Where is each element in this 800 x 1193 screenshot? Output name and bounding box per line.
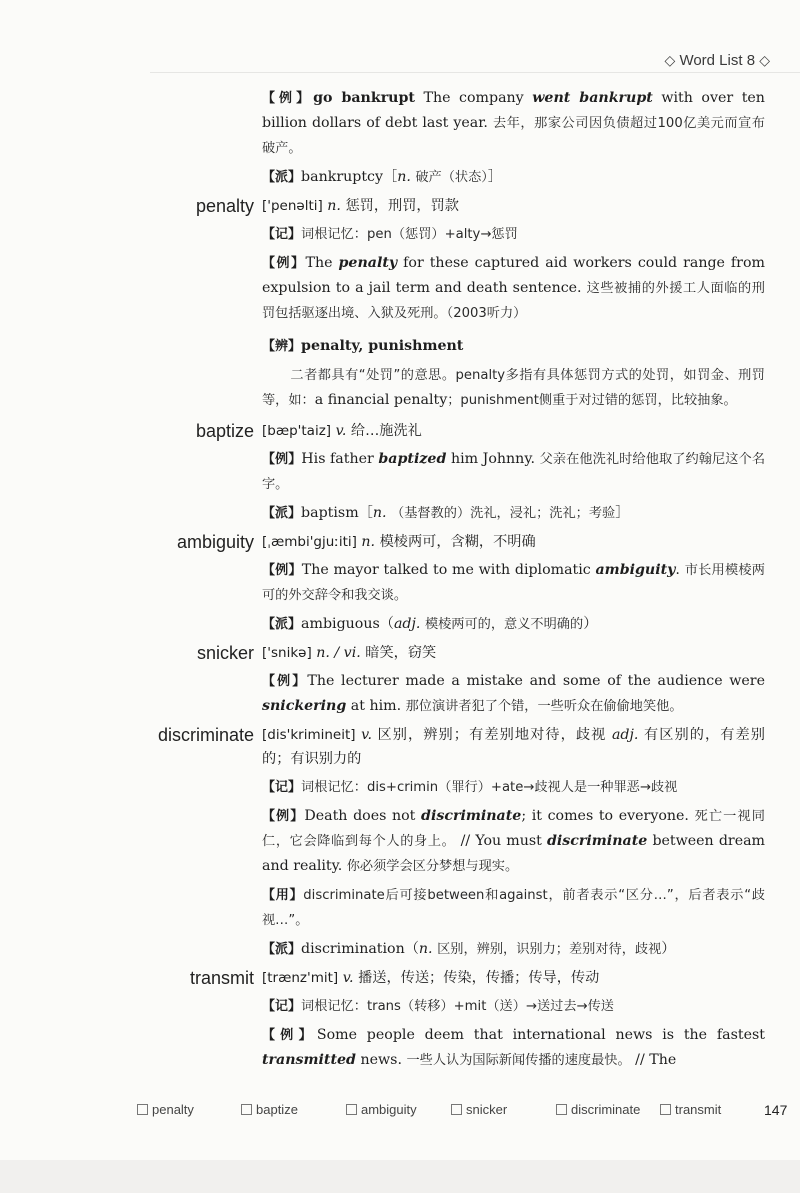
footer-checklist-item[interactable]: ambiguity: [346, 1102, 417, 1117]
derivative-line: 【派】baptism［n. （基督教的）洗礼，浸礼；洗礼；考验］: [262, 505, 630, 521]
page-footer: [0, 1102, 800, 1126]
example-line: 【例】His father baptized him Johnny. 父亲在他洗礼时给他取了约翰尼这个名字。: [262, 451, 766, 492]
definition-line: [ˌæmbi'gjuːiti] n. 模棱两可，含糊，不明确: [262, 534, 536, 550]
diamond-icon: ◇: [664, 52, 676, 68]
footer-checklist-item[interactable]: penalty: [137, 1102, 194, 1117]
usage-line: 【用】discriminate后可接between和against，前者表示“区分…”，后者表示“歧视…”。: [262, 888, 765, 928]
checkbox-icon[interactable]: [556, 1104, 567, 1115]
checkbox-icon[interactable]: [137, 1104, 148, 1115]
definition-line: [bæp'taiz] v. 给…施洗礼: [262, 423, 422, 439]
footer-checklist-item[interactable]: snicker: [451, 1102, 507, 1117]
headword: snicker: [0, 641, 254, 665]
definition-line: [trænz'mit] v. 播送，传送；传染，传播；传导，传动: [262, 970, 600, 986]
distinguish-text: 二者都具有“处罚”的意思。penalty多指有具体惩罚方式的处罚，如罚金、刑罚等，如：a financial penalty；punishment侧重于对过错的惩罚，比较抽象。: [262, 368, 765, 408]
derivative-line: 【派】ambiguous（adj. 模棱两可的，意义不明确的）: [262, 616, 598, 632]
headword: discriminate: [0, 723, 254, 747]
definition-line: ['snikə] n. / vi. 暗笑，窃笑: [262, 645, 437, 661]
entry-penalty: [195, 194, 765, 413]
checkbox-icon[interactable]: [346, 1104, 357, 1115]
header-divider: [150, 72, 800, 73]
example-line: 【例】Some people deem that international news is the fastest transmitted news. 一些人认为国际新闻传播的速度最快。 // The: [262, 1027, 765, 1068]
memory-line: 【记】词根记忆：pen（惩罚）+alty→惩罚: [262, 227, 518, 242]
checkbox-icon[interactable]: [660, 1104, 671, 1115]
page-header: [665, 52, 771, 69]
example-line: 【例】The penalty for these captured aid workers could range from expulsion to a jail term and death sentence. 这些被捕的外援工人面临的刑罚包括驱逐出境、入狱及死刑。（2003听力）: [262, 255, 765, 321]
example-line: 【例】go bankrupt The company went bankrupt with over ten billion dollars of debt last year. 去年，那家公司因负债超过100亿美元而宣布破产。: [262, 90, 765, 156]
example-line: 【例】The lecturer made a mistake and some of the audience were snickering at him. 那位演讲者犯了个错，一些听众在偷偷地笑他。: [262, 673, 765, 714]
derivative-line: 【派】bankruptcy［n. 破产（状态）］: [262, 169, 503, 185]
checkbox-icon[interactable]: [241, 1104, 252, 1115]
derivative-line: 【派】discrimination（n. 区别，辨别，识别力；差别对待，歧视）: [262, 941, 676, 957]
page-number: 147: [764, 1102, 788, 1118]
example-line: 【例】The mayor talked to me with diplomatic ambiguity. 市长用模棱两可的外交辞令和我交谈。: [262, 562, 765, 603]
example-line: 【例】Death does not discriminate; it comes to everyone. 死亡一视同仁，它会降临到每个人的身上。 // You must discriminate between dream and reality. 你必须学会区分梦想与现实。: [262, 808, 766, 874]
memory-line: 【记】词根记忆：trans（转移）+mit（送）→送过去→传送: [262, 999, 614, 1014]
entry-discriminate: [157, 723, 766, 962]
checkbox-icon[interactable]: [451, 1104, 462, 1115]
diamond-icon: ◇: [759, 52, 770, 68]
footer-checklist-item[interactable]: discriminate: [556, 1102, 640, 1117]
footer-checklist-item[interactable]: baptize: [241, 1102, 298, 1117]
entry-snicker: [196, 641, 765, 719]
headword: ambiguity: [0, 530, 254, 554]
headword: baptize: [0, 419, 254, 443]
word-list-title: Word List 8: [679, 52, 756, 69]
definition-line: [dis'krimineit] v. 区别，辨别；有差别地对待，歧视 adj. 有区别的，有差别的；有识别力的: [262, 727, 765, 767]
definition-line: ['penəlti] n. 惩罚，刑罚，罚款: [262, 198, 459, 214]
entry-baptize: [195, 419, 766, 526]
footer-checklist-item[interactable]: transmit: [660, 1102, 721, 1117]
entry-ambiguity: [176, 530, 765, 637]
entries-column: [157, 86, 766, 1077]
headword: penalty: [0, 194, 254, 218]
memory-line: 【记】词根记忆：dis+crimin（罪行）+ate→歧视人是一种罪恶→歧视: [262, 780, 678, 795]
entry-transmit: [189, 966, 765, 1073]
headword: transmit: [0, 966, 254, 990]
distinguish-title: 【辨】penalty, punishment: [262, 338, 464, 354]
